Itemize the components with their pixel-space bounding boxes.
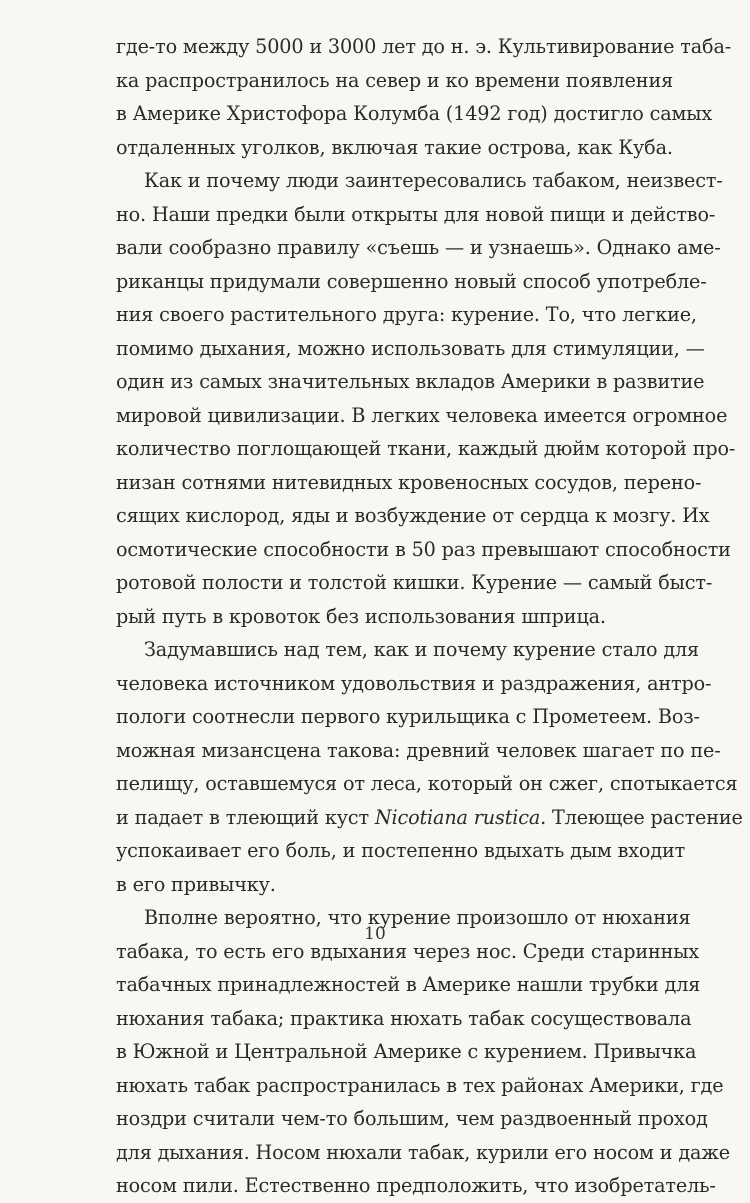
text-segment: ния своего растительного друга: курение. То, что легкие, [116,303,697,326]
text-line [116,432,736,466]
text-line [116,633,699,667]
text-segment: низан сотнями нитевидных кровеносных сосудов, перено- [116,470,702,494]
text-segment: успокаивает его боль, и постепенно вдыхать дым входит [116,839,686,862]
text-line [116,231,721,265]
text-segment: отдаленных уголков, включая такие острова, как Куба. [116,135,673,159]
text-segment: рый путь в кровоток без использования шприца. [116,604,606,628]
paragraph [116,633,743,901]
text-segment: ка распространилось на север и ко времени появления [116,68,674,92]
text-line [116,399,728,433]
text-segment: человека источником удовольствия и раздражения, антро- [116,671,712,695]
text-segment: риканцы придумали совершенно новый способ употребле- [116,269,707,293]
text-line [116,1035,697,1069]
paragraph [116,164,736,633]
text-segment: можная мизансцена такова: древний человек шагает по пе- [116,738,721,762]
text-line [116,198,716,232]
text-line [116,298,697,332]
text-segment: Вполне вероятно, что курение произошло от нюхания [144,906,691,929]
text-segment: мировой цивилизации. В легких человека имеется огромное [116,403,728,427]
text-line [116,164,723,198]
text-segment: вали сообразно правилу «съешь — и узнаешь». Однако аме- [116,236,721,259]
text-line [116,533,731,567]
text-segment: в Южной и Центральной Америке с курением. Привычка [116,1040,697,1063]
text-line [116,365,705,399]
text-segment: помимо дыхания, можно использовать для стимуляции, — [116,336,705,360]
italic-species-name: Nicotiana rustica [374,805,541,829]
text-segment: табачных принадлежностей в Америке нашли трубки для [116,973,701,996]
text-line [116,1102,708,1136]
text-line [116,1069,724,1103]
text-line [116,30,732,64]
text-line [116,734,721,768]
page-number: 10 [364,924,386,944]
text-line [116,499,710,533]
text-line [116,968,701,1002]
paragraph [116,901,731,1203]
text-line [116,64,674,98]
text-segment: нюхать табак распространилась в тех районах Америки, где [116,1073,724,1097]
text-segment: осмотические способности в 50 раз превышают способности [116,537,731,561]
text-segment: Как и почему люди заинтересовались табаком, неизвест- [144,169,723,192]
text-line [116,600,638,634]
text-line [116,834,686,868]
text-line [116,131,673,165]
text-segment: в его привычку. [116,872,276,896]
text-segment: пелищу, оставшемуся от леса, который он сжег, спотыкается [116,772,738,795]
text-line [116,332,705,366]
text-line [116,265,707,299]
text-segment: носом пили. Естественно предположить, что изобретатель- [116,1174,716,1197]
text-segment: один из самых значительных вкладов Америки в развитие [116,370,705,393]
text-line [116,667,712,701]
text-segment: ротовой полости и толстой кишки. Курение — самый быст- [116,571,713,594]
text-segment: количество поглощающей ткани, каждый дюйм которой про- [116,437,736,460]
text-segment: сящих кислород, яды и возбуждение от сердца к мозгу. Их [116,504,710,527]
text-line [116,1002,692,1036]
text-line [116,767,738,801]
text-segment: пологи соотнесли первого курильщика с Прометеем. Воз- [116,705,700,728]
text-line [116,97,713,131]
body-text [116,30,743,1203]
text-segment: Задумавшись над тем, как и почему курение стало для [144,638,699,661]
text-line [116,566,713,600]
text-segment: ноздри считали чем-то большим, чем раздвоенный проход [116,1107,708,1130]
text-line [116,801,743,835]
text-line [116,1136,731,1170]
text-segment: нюхания табака; практика нюхать табак сосуществовала [116,1006,692,1030]
text-segment: табака, то есть его вдыхания через нос. Среди старинных [116,939,700,963]
paragraph [116,30,732,164]
text-segment: для дыхания. Носом нюхали табак, курили его носом и даже [116,1140,731,1164]
text-segment: в Америке Христофора Колумба (1492 год) достигло самых [116,102,713,125]
text-line [116,700,700,734]
text-line [116,466,702,500]
text-line [116,1169,716,1203]
text-segment: и падает в тлеющий куст [116,805,375,829]
text-segment: где-то между 5000 и 3000 лет до н. э. Культивирование таба- [116,35,732,58]
text-line [116,868,638,902]
text-segment: но. Наши предки были открыты для новой пищи и действо- [116,202,716,226]
text-segment: . Тлеющее растение [540,805,743,829]
